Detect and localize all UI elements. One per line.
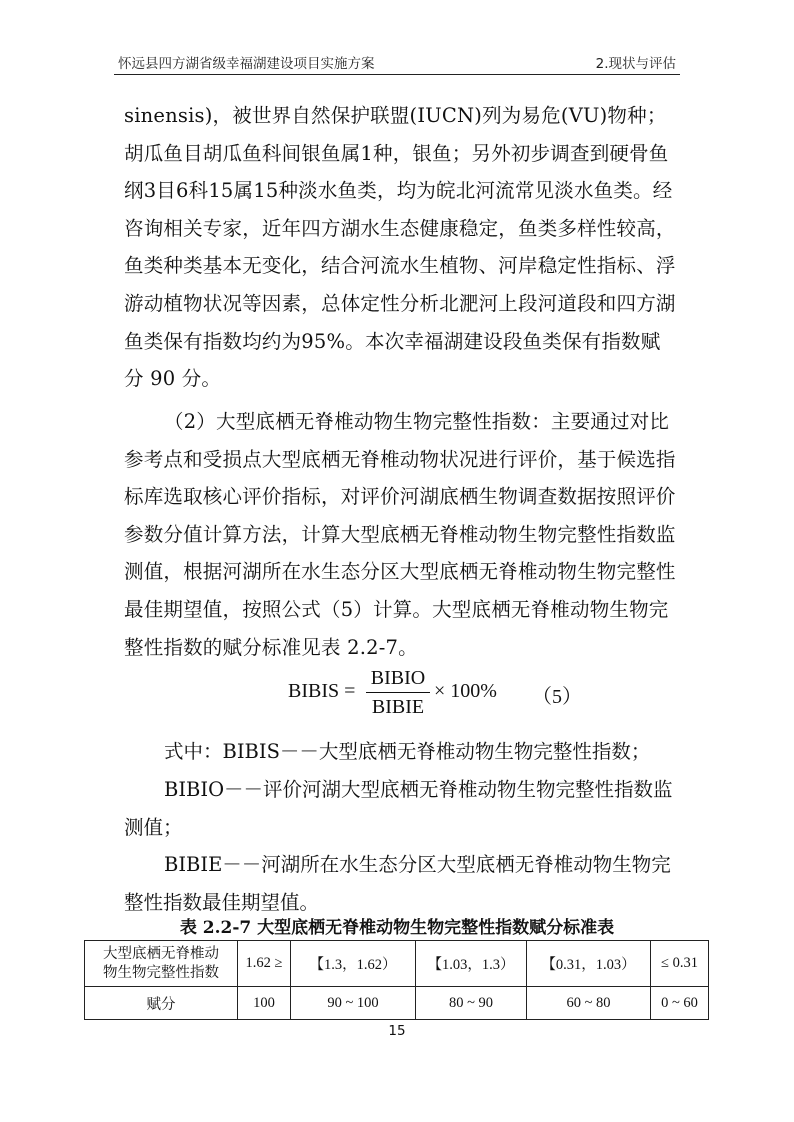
score-cell: 100 — [238, 987, 291, 1020]
row-header-index — [85, 941, 238, 987]
range-cell: 1.62 ≥ — [238, 941, 291, 987]
paragraph-fish-index: sinensis)，被世界自然保护联盟(IUCN)列为易危(VU)物种；胡瓜鱼目胡瓜鱼科间银鱼属1种，银鱼；另外初步调查到硬骨鱼纲3目6科15属15种淡水鱼类，均为皖北河流常见淡水鱼类。经咨询相关专家，近年四方湖水生态健康稳定，鱼类多样性较高，鱼类种类基本无变化，结合河流水生植物、河岸稳定性指标、浮游动植物状况等因素，总体定性分析北淝河上段河道段和四方湖鱼类保有指数均约为95%。本次幸福湖建设段鱼类保有指数赋分 90 分。 — [124, 104, 676, 391]
score-cell: 0 ~ 60 — [651, 987, 709, 1020]
fraction-bar — [366, 692, 430, 693]
definition-bibie: BIBIE－－河湖所在水生态分区大型底栖无脊椎动物生物完整性指数最佳期望值。 — [124, 853, 671, 914]
page-header — [114, 50, 680, 72]
equation-number: （5） — [532, 686, 582, 708]
score-cell: 80 ~ 90 — [416, 987, 527, 1020]
definition-bibis: 式中：BIBIS－－大型底栖无脊椎动物生物完整性指数； — [164, 740, 651, 763]
table-row — [85, 941, 709, 987]
formula-lhs: BIBIS = — [288, 680, 356, 702]
scoring-standard-table — [84, 940, 709, 1020]
paragraph-bibi-method: （2）大型底栖无脊椎动物生物完整性指数：主要通过对比参考点和受损点大型底栖无脊椎动物状况进行评价，基于候选指标库选取核心评价指标，对评价河湖底栖生物调查数据按照评价参数分值计算方法，计算大型底栖无脊椎动物生物完整性指数监测值，根据河湖所在水生态分区大型底栖无脊椎动物生物完整性最佳期望值，按照公式（5）计算。大型底栖无脊椎动物生物完整性指数的赋分标准见表 2.2-7。 — [124, 410, 676, 659]
score-cell: 90 ~ 100 — [291, 987, 416, 1020]
score-cell: 60 ~ 80 — [527, 987, 651, 1020]
document-title: 怀远县四方湖省级幸福湖建设项目实施方案 — [118, 56, 375, 72]
table-row — [85, 987, 709, 1020]
formula-numerator: BIBIO — [370, 667, 426, 689]
header-rule — [114, 74, 680, 75]
range-cell: ≤ 0.31 — [651, 941, 709, 987]
page-number: 15 — [388, 1023, 406, 1039]
range-cell: 【1.03，1.3） — [416, 941, 527, 987]
table-caption: 表 2.2-7 大型底栖无脊椎动物生物完整性指数赋分标准表 — [179, 918, 615, 938]
formula-fraction — [366, 667, 430, 718]
row-header-line: 物生物完整性指数 — [103, 964, 219, 981]
range-cell: 【1.3，1.62） — [291, 941, 416, 987]
range-cell: 【0.31，1.03） — [527, 941, 651, 987]
formula-denominator: BIBIE — [371, 696, 425, 718]
definition-bibio: BIBIO－－评价河湖大型底栖无脊椎动物生物完整性指数监测值； — [124, 778, 673, 839]
formula-rhs: × 100% — [434, 680, 497, 702]
section-title: 2.现状与评估 — [595, 56, 676, 72]
row-header-score: 赋分 — [85, 987, 238, 1020]
row-header-line: 大型底栖无脊椎动 — [103, 945, 219, 962]
